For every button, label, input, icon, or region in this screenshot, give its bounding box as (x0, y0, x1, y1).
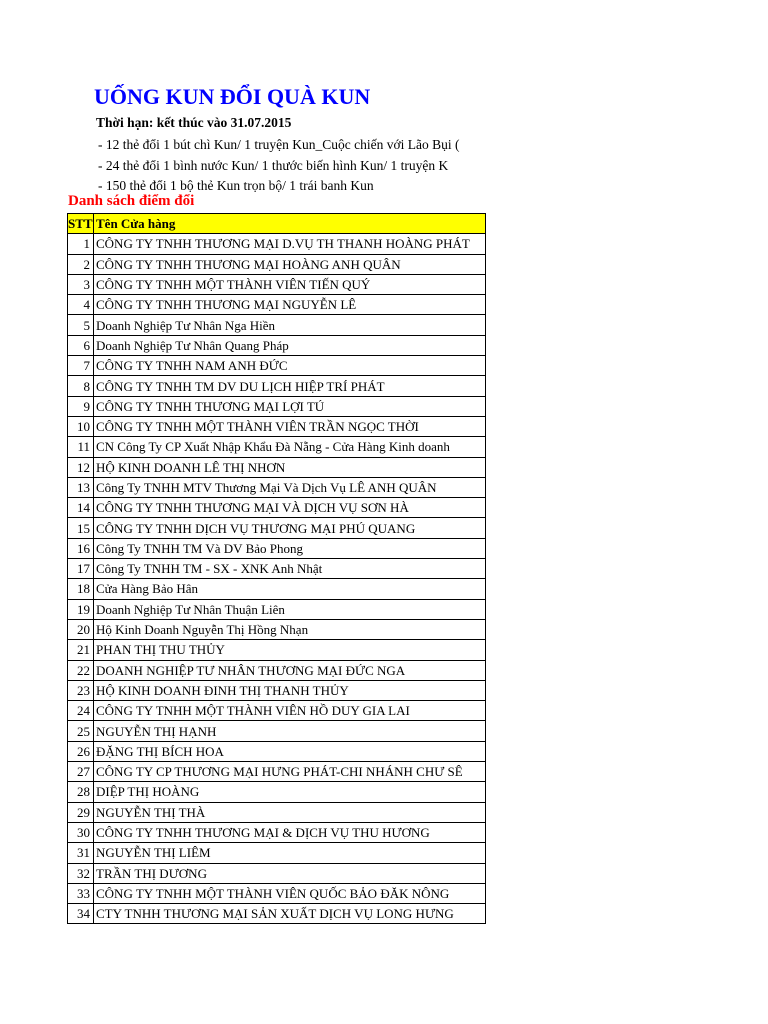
table-row (68, 335, 486, 355)
row-number: 30 (68, 822, 94, 842)
table-row (68, 863, 486, 883)
table-row (68, 295, 486, 315)
store-name: CÔNG TY TNHH THƯƠNG MẠI D.VỤ TH THANH HOÀNG PHÁT (94, 234, 486, 254)
rule-line: - 150 thẻ đổi 1 bộ thẻ Kun trọn bộ/ 1 trái banh Kun (98, 178, 374, 193)
row-number: 14 (68, 498, 94, 518)
table-row (68, 782, 486, 802)
row-number: 27 (68, 762, 94, 782)
rule-line: - 12 thẻ đổi 1 bút chì Kun/ 1 truyện Kun_Cuộc chiến với Lão Bụi ( (98, 137, 460, 152)
store-name: Hộ Kinh Doanh Nguyễn Thị Hồng Nhạn (94, 619, 486, 639)
row-number: 10 (68, 416, 94, 436)
table-row (68, 437, 486, 457)
row-number: 26 (68, 741, 94, 761)
row-number: 28 (68, 782, 94, 802)
store-name: CÔNG TY TNHH THƯƠNG MẠI HOÀNG ANH QUÂN (94, 254, 486, 274)
store-name: DIỆP THỊ HOÀNG (94, 782, 486, 802)
table-row (68, 559, 486, 579)
row-number: 18 (68, 579, 94, 599)
store-name: CÔNG TY TNHH THƯƠNG MẠI NGUYỄN LÊ (94, 295, 486, 315)
store-name: NGUYỄN THỊ LIÊM (94, 843, 486, 863)
store-name: Công Ty TNHH TM Và DV Bảo Phong (94, 538, 486, 558)
table-row (68, 904, 486, 924)
store-name: CÔNG TY TNHH THƯƠNG MẠI LỢI TÚ (94, 396, 486, 416)
row-number: 13 (68, 477, 94, 497)
table-row (68, 680, 486, 700)
row-number: 17 (68, 559, 94, 579)
store-name: NGUYỄN THỊ HẠNH (94, 721, 486, 741)
row-number: 6 (68, 335, 94, 355)
row-number: 2 (68, 254, 94, 274)
store-name: Doanh Nghiệp Tư Nhân Nga Hiền (94, 315, 486, 335)
row-number: 24 (68, 701, 94, 721)
redemption-rules (98, 135, 484, 197)
table-row (68, 274, 486, 294)
store-name: NGUYỄN THỊ THÀ (94, 802, 486, 822)
table-row (68, 254, 486, 274)
table-row (68, 234, 486, 254)
rule-line: - 24 thẻ đổi 1 bình nước Kun/ 1 thước biến hình Kun/ 1 truyện K (98, 157, 449, 173)
store-name: CÔNG TY TNHH NAM ANH ĐỨC (94, 356, 486, 376)
store-name: CTY TNHH THƯƠNG MẠI SẢN XUẤT DỊCH VỤ LONG HƯNG (94, 904, 486, 924)
table-row (68, 538, 486, 558)
table-row (68, 741, 486, 761)
store-name: CÔNG TY TNHH THƯƠNG MẠI VÀ DỊCH VỤ SƠN HÀ (94, 498, 486, 518)
deadline-text: Thời hạn: kết thúc vào 31.07.2015 (96, 115, 292, 130)
row-number: 22 (68, 660, 94, 680)
table-row (68, 396, 486, 416)
store-table (67, 213, 486, 924)
store-name: ĐẶNG THỊ BÍCH HOA (94, 741, 486, 761)
row-number: 7 (68, 356, 94, 376)
store-name: HỘ KINH DOANH ĐINH THỊ THANH THỦY (94, 680, 486, 700)
column-header-stt: STT (68, 214, 94, 234)
table-row (68, 802, 486, 822)
row-number: 29 (68, 802, 94, 822)
row-number: 4 (68, 295, 94, 315)
list-heading: Danh sách điểm đổi (68, 193, 195, 209)
store-name: CÔNG TY TNHH MỘT THÀNH VIÊN HỒ DUY GIA LAI (94, 701, 486, 721)
row-number: 15 (68, 518, 94, 538)
row-number: 25 (68, 721, 94, 741)
table-row (68, 416, 486, 436)
table-row (68, 498, 486, 518)
column-header-store-name: Tên Cửa hàng (94, 214, 486, 234)
store-name: CÔNG TY TNHH MỘT THÀNH VIÊN TIẾN QUÝ (94, 274, 486, 294)
row-number: 8 (68, 376, 94, 396)
store-name: Doanh Nghiệp Tư Nhân Thuận Liên (94, 599, 486, 619)
table-row (68, 762, 486, 782)
row-number: 5 (68, 315, 94, 335)
store-name: HỘ KINH DOANH LÊ THỊ NHƠN (94, 457, 486, 477)
store-name: Công Ty TNHH TM - SX - XNK Anh Nhật (94, 559, 486, 579)
row-number: 20 (68, 619, 94, 639)
table-row (68, 619, 486, 639)
table-row (68, 356, 486, 376)
row-number: 19 (68, 599, 94, 619)
page-title: UỐNG KUN ĐỔI QUÀ KUN (94, 84, 371, 109)
store-name: CÔNG TY TNHH DỊCH VỤ THƯƠNG MẠI PHÚ QUANG (94, 518, 486, 538)
store-name: CÔNG TY TNHH MỘT THÀNH VIÊN QUỐC BẢO ĐĂK NÔNG (94, 883, 486, 903)
store-name: DOANH NGHIỆP TƯ NHÂN THƯƠNG MẠI ĐỨC NGA (94, 660, 486, 680)
table-row (68, 660, 486, 680)
table-row (68, 721, 486, 741)
table-row (68, 843, 486, 863)
table-row (68, 599, 486, 619)
row-number: 23 (68, 680, 94, 700)
table-row (68, 376, 486, 396)
store-name: CÔNG TY CP THƯƠNG MẠI HƯNG PHÁT-CHI NHÁNH CHƯ SÊ (94, 762, 486, 782)
row-number: 1 (68, 234, 94, 254)
table-row (68, 701, 486, 721)
row-number: 32 (68, 863, 94, 883)
store-name: CÔNG TY TNHH MỘT THÀNH VIÊN TRẦN NGỌC THỜI (94, 416, 486, 436)
row-number: 21 (68, 640, 94, 660)
table-row (68, 579, 486, 599)
table-row (68, 883, 486, 903)
store-name: Công Ty TNHH MTV Thương Mại Và Dịch Vụ LÊ ANH QUÂN (94, 477, 486, 497)
row-number: 3 (68, 274, 94, 294)
store-name: PHAN THỊ THU THỦY (94, 640, 486, 660)
table-row (68, 477, 486, 497)
table-row (68, 457, 486, 477)
table-row (68, 822, 486, 842)
row-number: 33 (68, 883, 94, 903)
row-number: 31 (68, 843, 94, 863)
row-number: 34 (68, 904, 94, 924)
row-number: 16 (68, 538, 94, 558)
store-table-body (68, 234, 486, 924)
row-number: 9 (68, 396, 94, 416)
row-number: 12 (68, 457, 94, 477)
store-name: CN Công Ty CP Xuất Nhập Khẩu Đà Nẵng - Cửa Hàng Kinh doanh (94, 437, 486, 457)
table-row (68, 518, 486, 538)
store-name: TRẦN THỊ DƯƠNG (94, 863, 486, 883)
store-name: Doanh Nghiệp Tư Nhân Quang Pháp (94, 335, 486, 355)
table-row (68, 315, 486, 335)
store-name: CÔNG TY TNHH THƯƠNG MẠI & DỊCH VỤ THU HƯƠNG (94, 822, 486, 842)
table-row (68, 640, 486, 660)
store-name: Cửa Hàng Bảo Hân (94, 579, 486, 599)
row-number: 11 (68, 437, 94, 457)
table-header-row (68, 214, 486, 234)
store-name: CÔNG TY TNHH TM DV DU LỊCH HIỆP TRÍ PHÁT (94, 376, 486, 396)
